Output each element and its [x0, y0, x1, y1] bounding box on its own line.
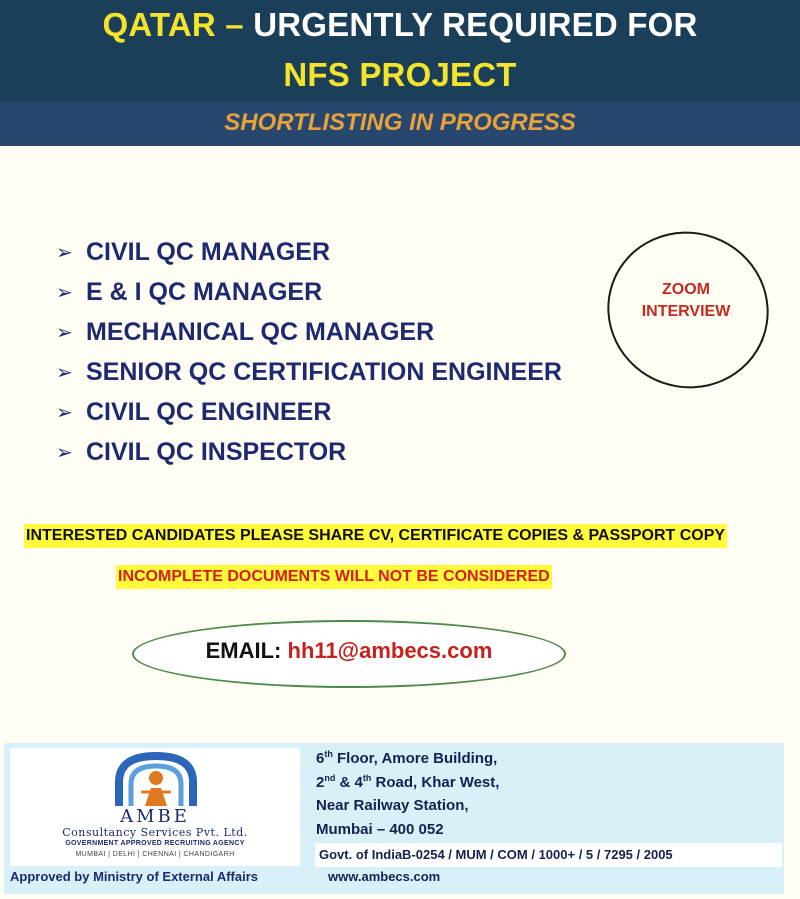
road-number-a: 2 — [316, 774, 325, 791]
position-item — [56, 432, 562, 472]
road-number-b: & 4 — [335, 774, 363, 791]
address-line-4: Mumbai – 400 052 — [316, 821, 444, 838]
logo-company: Consultancy Services Pvt. Ltd. — [62, 826, 248, 839]
logo-cities: MUMBAI | DELHI | CHENNAI | CHANDIGARH — [75, 851, 235, 858]
floor-number: 6 — [316, 750, 325, 767]
headline-project: NFS PROJECT — [283, 56, 517, 93]
arrow-bullet-icon: ➢ — [56, 281, 73, 304]
website-link[interactable]: www.ambecs.com — [328, 869, 441, 884]
position-label: CIVIL QC INSPECTOR — [86, 437, 347, 466]
address-line-3: Near Railway Station, — [316, 797, 469, 814]
road-suffix-a: nd — [324, 773, 336, 783]
position-item — [56, 312, 562, 352]
email-address-link[interactable]: hh11@ambecs.com — [287, 638, 493, 663]
position-item — [56, 272, 562, 312]
headline-rest: URGENTLY REQUIRED FOR — [243, 6, 698, 43]
email-label: EMAIL: — [205, 638, 282, 663]
road-text: Road, Khar West, — [371, 774, 500, 791]
position-item — [56, 392, 562, 432]
address-line-2 — [316, 773, 499, 791]
position-item — [56, 232, 562, 272]
interview-line1: ZOOM — [662, 281, 710, 298]
subtitle: SHORTLISTING IN PROGRESS — [224, 109, 576, 136]
interview-badge — [615, 279, 757, 323]
share-documents-notice: INTERESTED CANDIDATES PLEASE SHARE CV, CERTIFICATE COPIES & PASSPORT COPY — [24, 524, 727, 548]
arrow-bullet-icon: ➢ — [56, 241, 73, 264]
floor-text: Floor, Amore Building, — [332, 750, 498, 767]
position-label: MECHANICAL QC MANAGER — [86, 317, 435, 346]
road-suffix-b: th — [362, 773, 372, 783]
position-label: SENIOR QC CERTIFICATION ENGINEER — [86, 357, 562, 386]
position-label: CIVIL QC ENGINEER — [86, 397, 332, 426]
approval-text: Approved by Ministry of External Affairs — [10, 869, 259, 884]
position-list — [56, 232, 562, 472]
position-item — [56, 352, 562, 392]
headline-country: QATAR – — [102, 6, 244, 43]
email-contact — [132, 638, 566, 664]
incomplete-documents-warning: INCOMPLETE DOCUMENTS WILL NOT BE CONSIDERED — [116, 565, 552, 589]
interview-line2: INTERVIEW — [641, 303, 731, 320]
position-label: CIVIL QC MANAGER — [86, 237, 330, 266]
position-label: E & I QC MANAGER — [86, 277, 323, 306]
arrow-bullet-icon: ➢ — [56, 441, 73, 464]
logo-name: AMBE — [120, 806, 190, 827]
logo-tagline: GOVERNMENT APPROVED RECRUITING AGENCY — [65, 840, 245, 847]
headline — [0, 6, 800, 44]
arrow-bullet-icon: ➢ — [56, 321, 73, 344]
floor-suffix: th — [324, 749, 333, 759]
address-line-1 — [316, 749, 497, 767]
arrow-bullet-icon: ➢ — [56, 401, 73, 424]
ambe-logo-icon — [111, 752, 201, 808]
arrow-bullet-icon: ➢ — [56, 361, 73, 384]
government-license: Govt. of IndiaB-0254 / MUM / COM / 1000+ / 5 / 7295 / 2005 — [315, 843, 782, 867]
